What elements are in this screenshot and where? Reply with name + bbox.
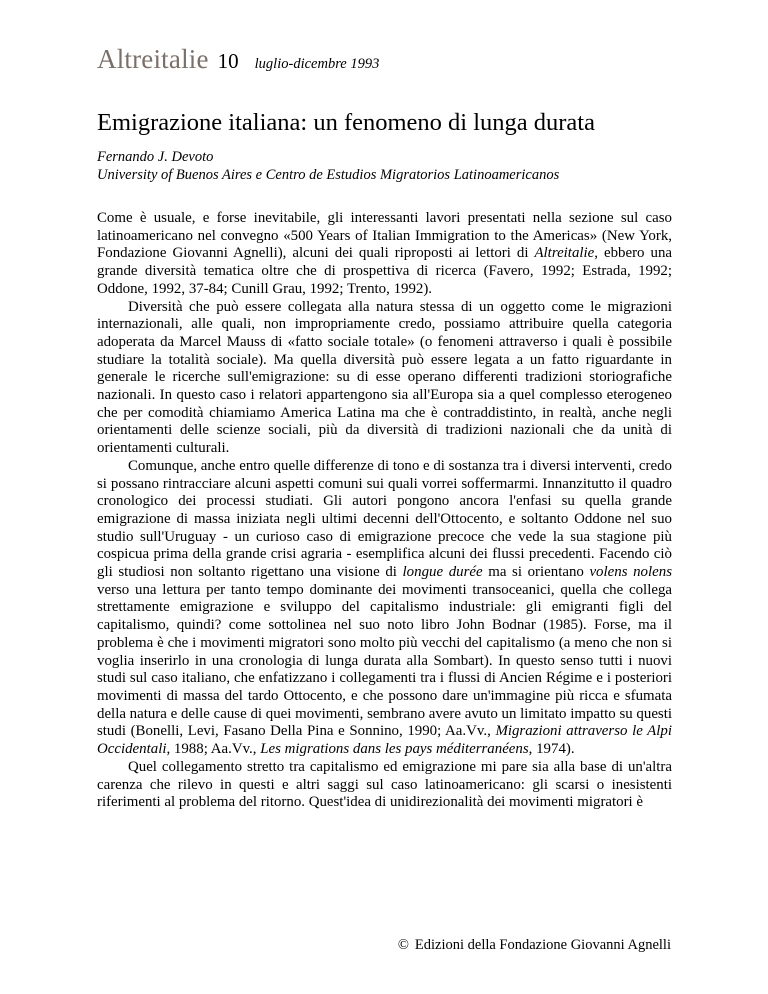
paragraph-text: , 1988; Aa.Vv., <box>166 741 261 758</box>
author-affiliation: University of Buenos Aires e Centro de Estudios Migratorios Latinoamericanos <box>97 167 560 183</box>
paragraph-text: ma si orientano <box>482 564 590 581</box>
journal-name: Altreitalie <box>97 44 209 74</box>
paragraph-text: Comunque, anche entro quelle differenze di tono e di sostanza tra i diversi interventi, credo si possano rintracciare alcuni aspetti comuni sui quali vorrei soffermarmi. Innanzitutto il quadro cronologico dei processi studiati. Gli autori pongono ancora l'enfasi su quella grande emigrazione di massa iniziata negli ultimi decenni dell'Ottocento, e soltanto Oddone nel suo studio sull'Uruguay - un curioso caso di emigrazione precoce che vede la sua stagione più cospicua prima della grande crisi agraria - esemplifica alcuni dei flussi precedenti. Facendo ciò gli studiosi non soltanto rigettano una visione di <box>97 457 672 581</box>
italic-text: Les migrations dans les pays méditerranéens <box>260 741 529 758</box>
paragraph-text: , 1974). <box>528 741 575 758</box>
body-paragraph <box>97 299 672 458</box>
journal-masthead <box>97 44 379 76</box>
body-paragraph <box>97 458 672 759</box>
italic-text: longue durée <box>402 564 483 581</box>
publisher-name: Edizioni della Fondazione Giovanni Agnelli <box>414 937 671 953</box>
issue-number: 10 <box>217 49 239 73</box>
copyright-icon: © <box>397 937 409 953</box>
italic-text: Migrazioni attraverso le Alpi Occidentali <box>97 723 672 758</box>
paragraph-text: verso una lettura per tanto tempo dominante dei movimenti transoceanici, quella che collega strettamente emigrazione e sviluppo del capitalismo industriale: gli emigranti figli del capitalismo, quindi? come sottolinea nel suo noto libro John Bodnar (1985). Forse, ma il problema è che i movimenti migratori sono molto più vecchi del capitalismo (a meno che non si voglia inserirlo in una cronologia di lunga durata alla Sombart). In questo senso tutti i nuovi studi sul caso italiano, che enfatizzano i collegamenti tra i flussi di Ancien Régime e i posteriori movimenti di massa del tardo Ottocento, e che possono dare un'immagine più ricca e sfumata della natura e delle cause di quei movimenti, sembrano avere avuto un limitato impatto su questi studi (Bonelli, Levi, Fasano Della Pina e Sonnino, 1990; Aa.Vv., <box>97 581 672 740</box>
paragraph-text: Diversità che può essere collegata alla natura stessa di un oggetto come le migrazioni internazionali, alle quali, non impropriamente credo, possiamo attribuire quella categoria adoperata da Marcel Mauss di «fatto sociale totale» (o fenomeni attraverso i quali è possibile studiare la totalità sociale). Ma quella diversità può essere legata a un fatto riguardante in generale le ricerche sull'emigrazione: su di esse operano differenti tradizioni storiografiche nazionali. In questo caso i relatori appartengono sia all'Europa sia a quel complesso eterogeneo che per comodità chiamiamo America Latina ma che è contraddistinto, in realtà, anche negli orientamenti delle scienze sociali, più da diversità di tradizioni nazionali che da unità di orientamenti culturali. <box>97 298 672 457</box>
italic-text: Altreitalie <box>534 245 595 262</box>
italic-text: volens nolens <box>589 564 672 581</box>
article-title: Emigrazione italiana: un fenomeno di lunga durata <box>97 109 595 136</box>
article-body <box>97 210 672 812</box>
copyright-footer <box>398 937 671 954</box>
paragraph-text: Quel collegamento stretto tra capitalismo ed emigrazione mi pare sia alla base di un'altra carenza che rilevo in questi e altri saggi sul caso latinoamericano: gli scarsi o inesistenti riferimenti al problema del ritorno. Quest'idea di unidirezionalità dei movimenti migratori è <box>97 758 672 811</box>
body-paragraph <box>97 210 672 299</box>
body-paragraph <box>97 759 672 812</box>
paragraph-text: , ebbero una grande diversità tematica oltre che di prospettiva di ricerca (Favero, 1992; Estrada, 1992; Oddone, 1992, 37-84; Cunill Grau, 1992; Trento, 1992). <box>97 245 672 297</box>
paragraph-text: Come è usuale, e forse inevitabile, gli interessanti lavori presentati nella sezione sul caso latinoamericano nel convegno «500 Years of Italian Immigration to the Americas» (New York, Fondazione Giovanni Agnelli), alcuni dei quali riproposti ai lettori di <box>97 210 672 262</box>
author-name: Fernando J. Devoto <box>97 149 214 165</box>
issue-date: luglio-dicembre 1993 <box>254 56 380 72</box>
